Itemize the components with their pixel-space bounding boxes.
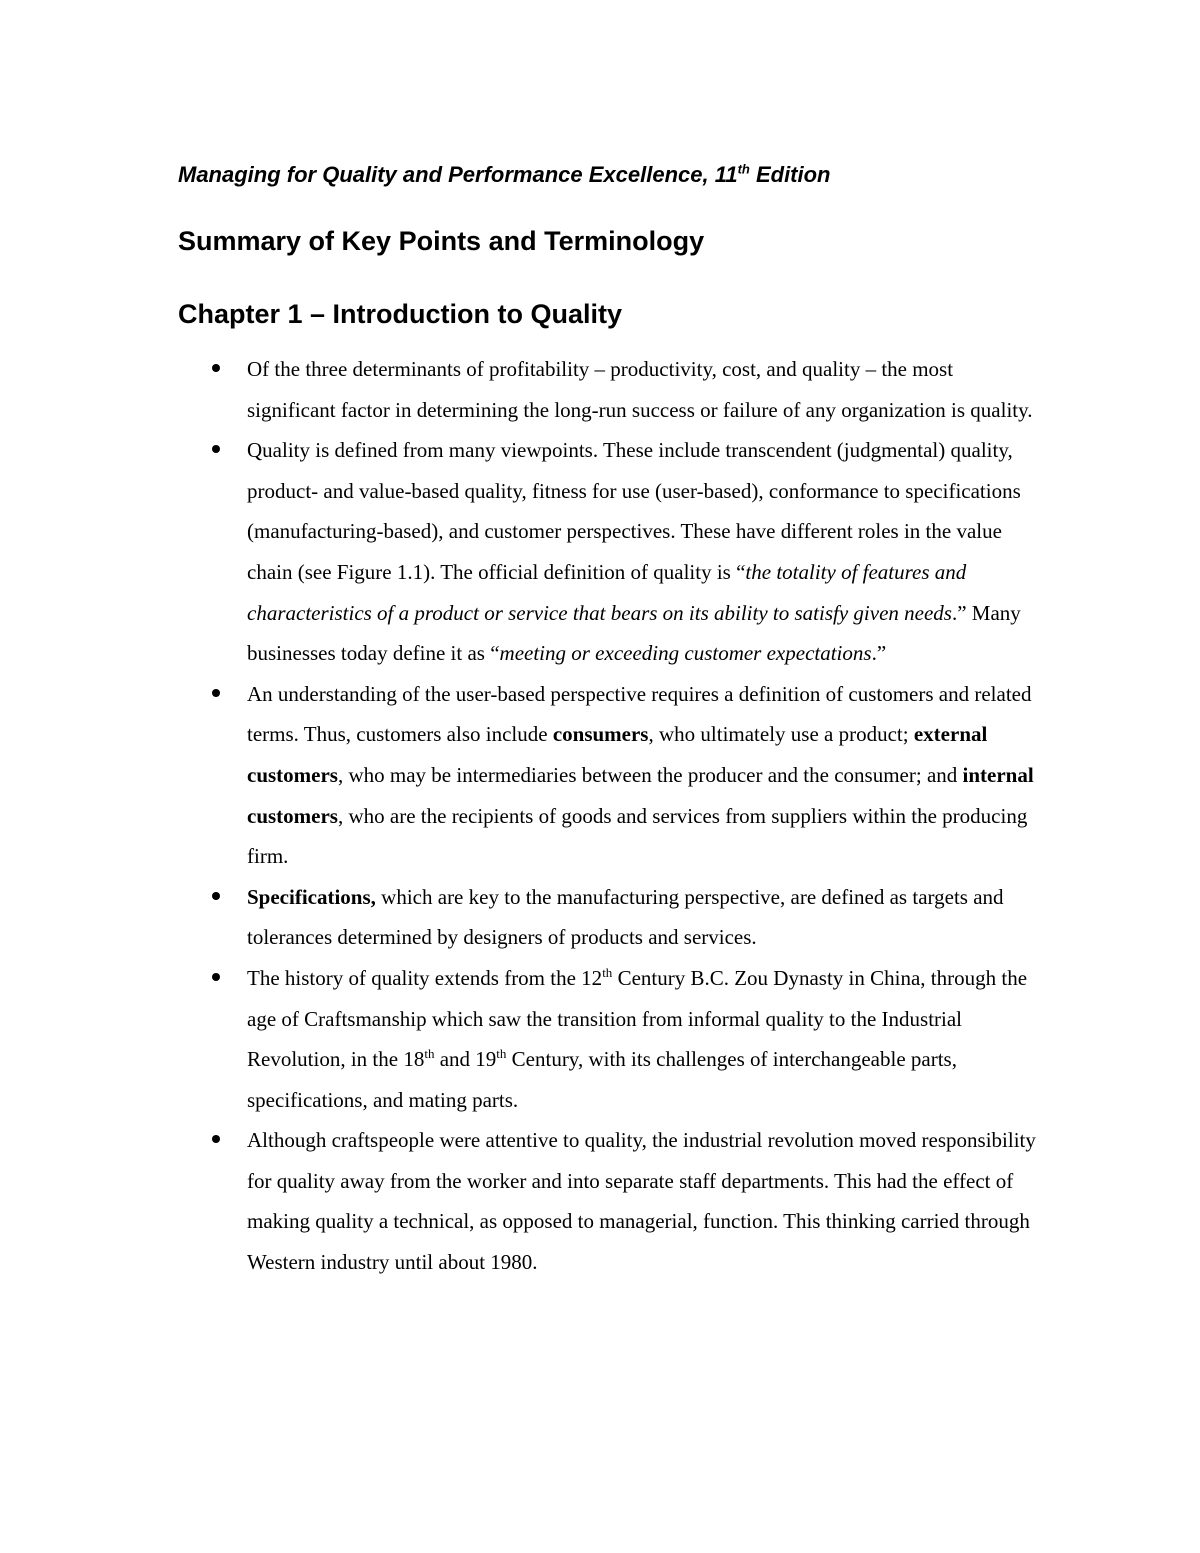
term-specifications: Specifications, (247, 884, 376, 909)
key-point-craftspeople (247, 1120, 1037, 1282)
key-point-quality-viewpoints (247, 430, 1037, 674)
bullet-dot-icon (212, 445, 220, 453)
ordinal-superscript: th (424, 1046, 435, 1062)
chapter-heading: Chapter 1 – Introduction to Quality (178, 299, 623, 329)
business-definition: meeting or exceeding customer expectations (499, 641, 872, 666)
bullet-dot-icon (212, 1135, 220, 1143)
key-point-text: , who are the recipients of goods and services from suppliers within the producing firm. (247, 803, 1028, 869)
key-point-text: An understanding of the user-based perspective requires a definition of customers and related terms. Thus, customers also include (247, 681, 1032, 747)
bullet-dot-icon (212, 364, 220, 372)
key-point-text: .” (871, 641, 887, 666)
key-point-history (247, 958, 1037, 1120)
summary-heading: Summary of Key Points and Terminology (178, 226, 705, 256)
key-point-text: Although craftspeople were attentive to quality, the industrial revolution moved responsibility for quality away from the worker and into separate staff departments. This had the effect of making quality a technical, as opposed to managerial, function. This thinking carried through Western industry until about 1980. (247, 1128, 1036, 1275)
ordinal-superscript: th (496, 1046, 507, 1062)
key-point-text: which are key to the manufacturing perspective, are defined as targets and tolerances determined by designers of products and services. (247, 884, 1004, 950)
key-point-text: , who ultimately use a product; (648, 722, 914, 747)
key-point-text: .” Many businesses today define it as “ (247, 600, 1021, 666)
bullet-dot-icon (212, 892, 220, 900)
bullet-dot-icon (212, 973, 220, 981)
ordinal-superscript: th (602, 964, 613, 980)
book-title-edition-superscript: th (737, 161, 750, 177)
key-point-text: Century B.C. Zou Dynasty in China, through the age of Craftsmanship which saw the transition from informal quality to the Industrial Revolution, in the 18 (247, 965, 1028, 1072)
key-points-list (247, 349, 1037, 1283)
key-point-text: Quality is defined from many viewpoints. These include transcendent (judgmental) quality, product- and value-based quality, fitness for use (user-based), conformance to specifications (manufacturing-based), and customer perspectives. These have different roles in the value chain (see Figure 1.1). The official definition of quality is “ (247, 438, 1021, 584)
book-title (178, 162, 831, 188)
key-point-customers (247, 674, 1037, 877)
official-definition: the totality of features and characteristics of a product or service that bears on its ability to satisfy given needs (247, 559, 967, 625)
key-point-text: Of the three determinants of profitability – productivity, cost, and quality – the most significant factor in determining the long-run success or failure of any organization is quality. (247, 357, 1033, 422)
key-point-profitability (247, 349, 1037, 430)
term-external-customers: external customers (247, 722, 988, 787)
key-point-text: , who may be intermediaries between the producer and the consumer; and (337, 762, 963, 787)
bullet-dot-icon (212, 689, 220, 697)
book-title-text: Managing for Quality and Performance Excellence, 11 (178, 162, 738, 187)
key-point-text: Century, with its challenges of interchangeable parts, specifications, and mating parts. (247, 1047, 957, 1112)
term-consumers: consumers (552, 722, 649, 747)
key-point-specifications (247, 877, 1037, 958)
term-internal-customers: internal customers (247, 762, 1034, 828)
book-title-suffix: Edition (749, 162, 831, 187)
key-point-text: and 19 (434, 1047, 497, 1072)
key-point-text: The history of quality extends from the 12 (247, 965, 603, 990)
